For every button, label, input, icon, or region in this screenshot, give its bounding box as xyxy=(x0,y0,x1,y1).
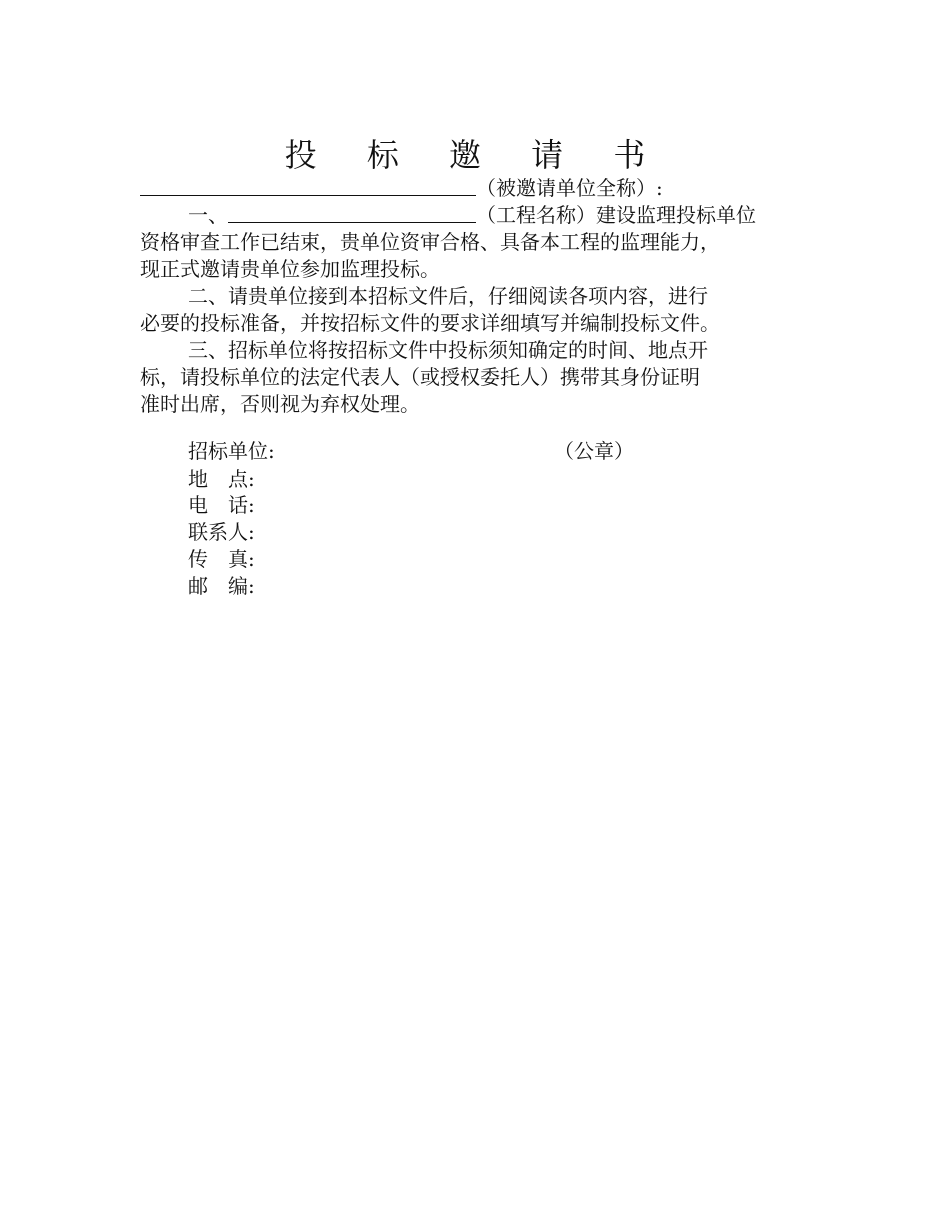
paragraph-1-line-2: 资格审查工作已结束，贵单位资审合格、具备本工程的监理能力， xyxy=(140,230,720,254)
fax-label: 传 真: xyxy=(188,547,255,571)
paragraph-1-line-1 xyxy=(188,202,756,228)
tenderer-label: 招标单位: xyxy=(188,439,275,463)
postcode-label: 邮 编: xyxy=(188,574,255,598)
paragraph-3-line-1: 三、招标单位将按招标文件中投标须知确定的时间、地点开 xyxy=(188,338,708,362)
address-label: 地 点: xyxy=(188,467,255,491)
contact-person-label: 联系人: xyxy=(188,520,255,544)
paragraph-2-line-1: 二、请贵单位接到本招标文件后，仔细阅读各项内容，进行 xyxy=(188,284,708,308)
document-title: 投 标 邀 请 书 xyxy=(284,136,666,174)
phone-label: 电 话: xyxy=(188,493,255,517)
paragraph-1-line-3: 现正式邀请贵单位参加监理投标。 xyxy=(140,257,440,281)
paragraph-1-suffix: （工程名称）建设监理投标单位 xyxy=(476,203,756,227)
paragraph-2-line-2: 必要的投标准备，并按招标文件的要求详细填写并编制投标文件。 xyxy=(140,311,720,335)
recipient-name-blank[interactable] xyxy=(140,175,476,196)
paragraph-1-prefix: 一、 xyxy=(188,203,228,227)
project-name-blank[interactable] xyxy=(228,202,476,223)
paragraph-3-line-3: 准时出席，否则视为弃权处理。 xyxy=(140,392,420,416)
salutation-suffix: （被邀请单位全称）: xyxy=(476,176,663,200)
salutation-line xyxy=(140,175,663,201)
official-seal-label: （公章） xyxy=(554,439,634,463)
paragraph-3-line-2: 标，请投标单位的法定代表人（或授权委托人）携带其身份证明 xyxy=(140,365,700,389)
